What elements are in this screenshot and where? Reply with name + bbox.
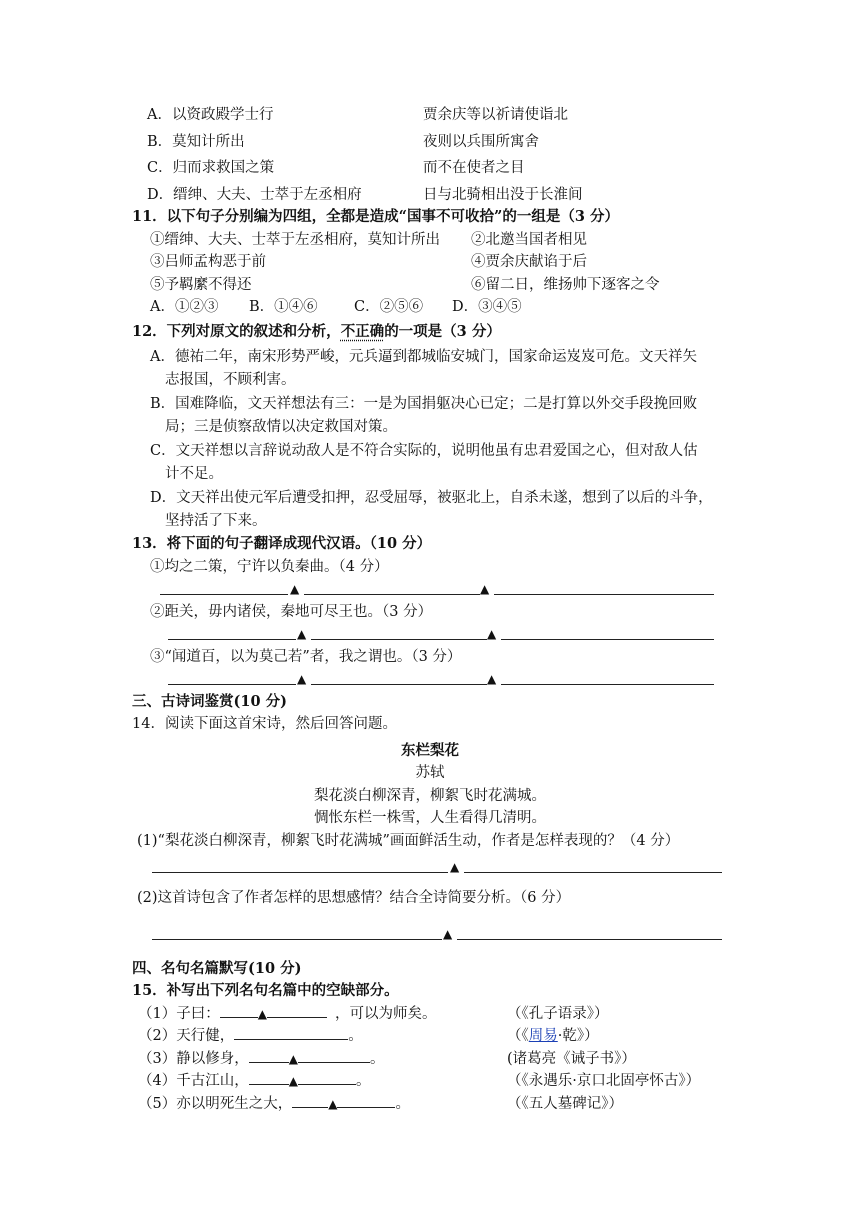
- q11-item-row: ⑤予羁縻不得还 ⑥留二日，维扬帅下逐客之令: [150, 276, 660, 293]
- q14-sub-1: (1)“梨花淡白柳深青，柳絮飞时花满城”画面鲜活生动，作者是怎样表现的？（4 分）: [137, 832, 680, 849]
- q13-item-1: ①均之二策，宁许以负秦曲。（4 分）: [150, 558, 389, 575]
- q12-option-c: C．文天祥想以言辞说动敌人是不符合实际的，说明他虽有忠君爱国之心，但对敌人估 计不足。: [150, 443, 698, 482]
- triangle-marker-icon: ▲: [328, 1096, 338, 1111]
- poem-line-1: 梨花淡白柳深青，柳絮飞时花满城。: [314, 787, 546, 804]
- q12-stem: 12．下列对原文的叙述和分析，不正确的一项是（3 分）: [132, 322, 501, 340]
- triangle-marker-icon: ▲: [297, 627, 307, 641]
- answer-line: [0, 856, 860, 879]
- q10-option-b: B．莫知计所出 夜则以兵围所寓舍: [147, 133, 539, 150]
- triangle-marker-icon: ▲: [480, 582, 490, 596]
- exam-page: [0, 104, 860, 1115]
- q11-item-row: ①缙绅、大夫、士萃于左丞相府，莫知计所出 ②北邀当国者相见: [150, 231, 587, 248]
- q13-item-3: ③“闻道百，以为莫己若”者，我之谓也。（3 分）: [150, 648, 462, 665]
- q15-item-1: （1）子曰： ▲ ，可以为师矣。 （《孔子语录》）: [0, 1003, 860, 1026]
- answer-line: [0, 623, 860, 646]
- triangle-marker-icon: ▲: [443, 927, 453, 941]
- triangle-marker-icon: ▲: [290, 582, 300, 596]
- triangle-marker-icon: ▲: [288, 1074, 298, 1088]
- poem-line-2: 惆怅东栏一株雪，人生看得几清明。: [314, 810, 546, 826]
- triangle-marker-icon: ▲: [450, 860, 460, 874]
- q14-stem: 14．阅读下面这首宋诗，然后回答问题。: [132, 716, 397, 732]
- triangle-marker-icon: ▲: [257, 1006, 267, 1021]
- q15-item-2: （2）天行健， 。 （《周易·乾》）: [0, 1025, 860, 1048]
- q12-option-a: A．德祐二年，南宋形势严峻，元兵逼到都城临安城门，国家命运岌岌可危。文天祥矢 志报国，不顾利害。: [150, 349, 697, 388]
- q10-option-a: A．以资政殿学士行 贾余庆等以祈请使诣北: [147, 107, 568, 123]
- q10-option-d: D．缙绅、大夫、士萃于左丞相府 日与北骑相出没于长淮间: [147, 186, 583, 203]
- poem-title: 东栏梨花: [401, 741, 459, 759]
- answer-line: [0, 923, 860, 946]
- q15-stem: 15．补写出下列名句名篇中的空缺部分。: [132, 982, 399, 999]
- q14-sub-2: (2)这首诗包含了作者怎样的思想感情？结合全诗简要分析。（6 分）: [137, 889, 571, 906]
- answer-line: [0, 668, 860, 691]
- q12-option-b: B．国难降临，文天祥想法有三：一是为国捐躯决心已定；二是打算以外交手段挽回败 局；三是侦察敌情以决定救国对策。: [150, 396, 698, 435]
- section-4-heading: 四、名句名篇默写(10 分): [132, 959, 302, 977]
- q15-item-4: （4）千古江山， ▲ 。 （《永遇乐·京口北固亭怀古》）: [0, 1070, 860, 1093]
- q13-stem: 13．将下面的句子翻译成现代汉语。（10 分）: [132, 535, 432, 552]
- poem-author: 苏轼: [415, 765, 445, 781]
- triangle-marker-icon: ▲: [288, 1051, 298, 1066]
- triangle-marker-icon: ▲: [487, 672, 497, 686]
- q11-stem: 11．以下句子分别编为四组，全都是造成“国事不可收拾”的一组是（3 分）: [132, 208, 619, 225]
- q15-item-5: （5）亦以明死生之大， ▲ 。 （《五人墓碑记》）: [0, 1093, 860, 1116]
- q11-item-row: ③吕师孟构恶于前 ④贾余庆献谄于后: [150, 254, 587, 270]
- section-3-heading: 三、古诗词鉴赏(10 分): [132, 692, 287, 710]
- triangle-marker-icon: ▲: [487, 627, 497, 641]
- triangle-marker-icon: ▲: [297, 672, 307, 686]
- zhouyi-link[interactable]: 周易: [528, 1028, 558, 1044]
- q12-option-d: D．文天祥出使元军后遭受扣押，忍受屈辱，被驱北上，自杀未遂，想到了以后的斗争， 坚持活了下来。: [150, 490, 713, 529]
- q15-item-3: （3）静以修身， ▲ 。 (诸葛亮《诫子书》）: [0, 1048, 860, 1071]
- q11-choices: A．①②③ B．①④⑥ C．②⑤⑥ D．③④⑤: [150, 299, 522, 315]
- q13-item-2: ②距关，毋内诸侯，秦地可尽王也。（3 分）: [150, 603, 433, 620]
- q10-option-c: C．归而求救国之策 而不在使者之目: [147, 160, 525, 176]
- answer-line: [0, 578, 860, 601]
